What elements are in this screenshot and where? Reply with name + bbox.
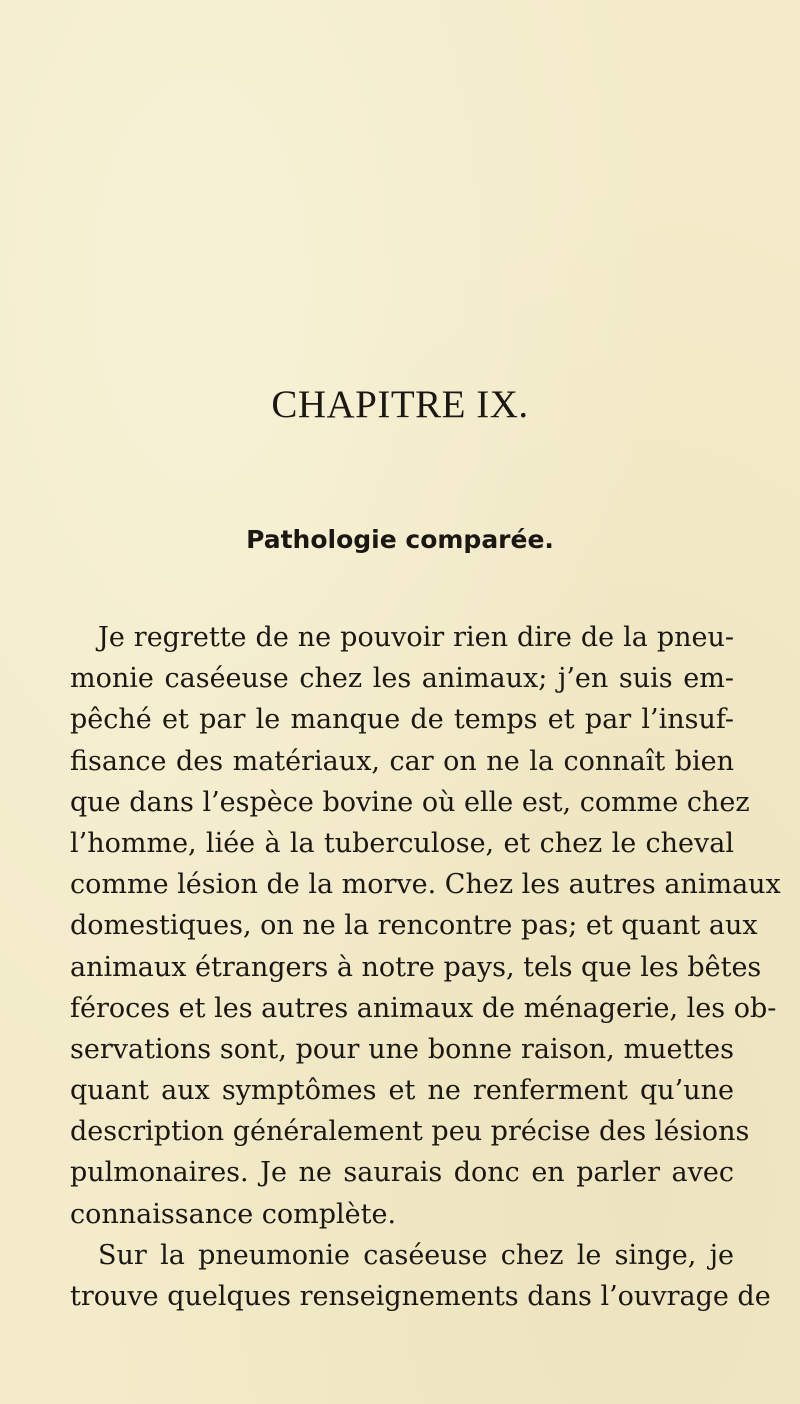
text-line: connaissance complète. xyxy=(70,1198,397,1230)
text-line: pêché et par le manque de temps et par l’insuf- xyxy=(70,704,734,736)
text-line: servations sont, pour une bonne raison, muettes xyxy=(70,1033,734,1065)
text-line: pulmonaires. Je ne saurais donc en parler avec xyxy=(70,1157,734,1189)
section-title: Pathologie comparée. xyxy=(246,525,554,554)
text-line: quant aux symptômes et ne renferment qu’une xyxy=(70,1075,734,1107)
text-line: animaux étrangers à notre pays, tels que les bêtes xyxy=(70,951,762,983)
text-line: fisance des matériaux, car on ne la connaît bien xyxy=(70,745,734,777)
text-line: description généralement peu précise des lésions xyxy=(70,1116,750,1148)
text-line: domestiques, on ne la rencontre pas; et quant aux xyxy=(70,910,758,942)
chapter-title: CHAPITRE IX. xyxy=(271,383,529,426)
text-line: comme lésion de la morve. Chez les autres animaux xyxy=(70,869,781,901)
text-line: que dans l’espèce bovine où elle est, comme chez xyxy=(70,786,750,818)
text-line: monie caséeuse chez les animaux; j’en suis em- xyxy=(70,663,734,695)
text-line: Sur la pneumonie caséeuse chez le singe, je xyxy=(98,1239,734,1271)
body-text xyxy=(70,617,781,1317)
text-line: l’homme, liée à la tuberculose, et chez le cheval xyxy=(70,827,734,859)
text-line: Je regrette de ne pouvoir rien dire de la pneu- xyxy=(98,622,734,653)
text-line: féroces et les autres animaux de ménagerie, les ob- xyxy=(70,992,777,1024)
text-line: trouve quelques renseignements dans l’ouvrage de xyxy=(70,1281,771,1312)
